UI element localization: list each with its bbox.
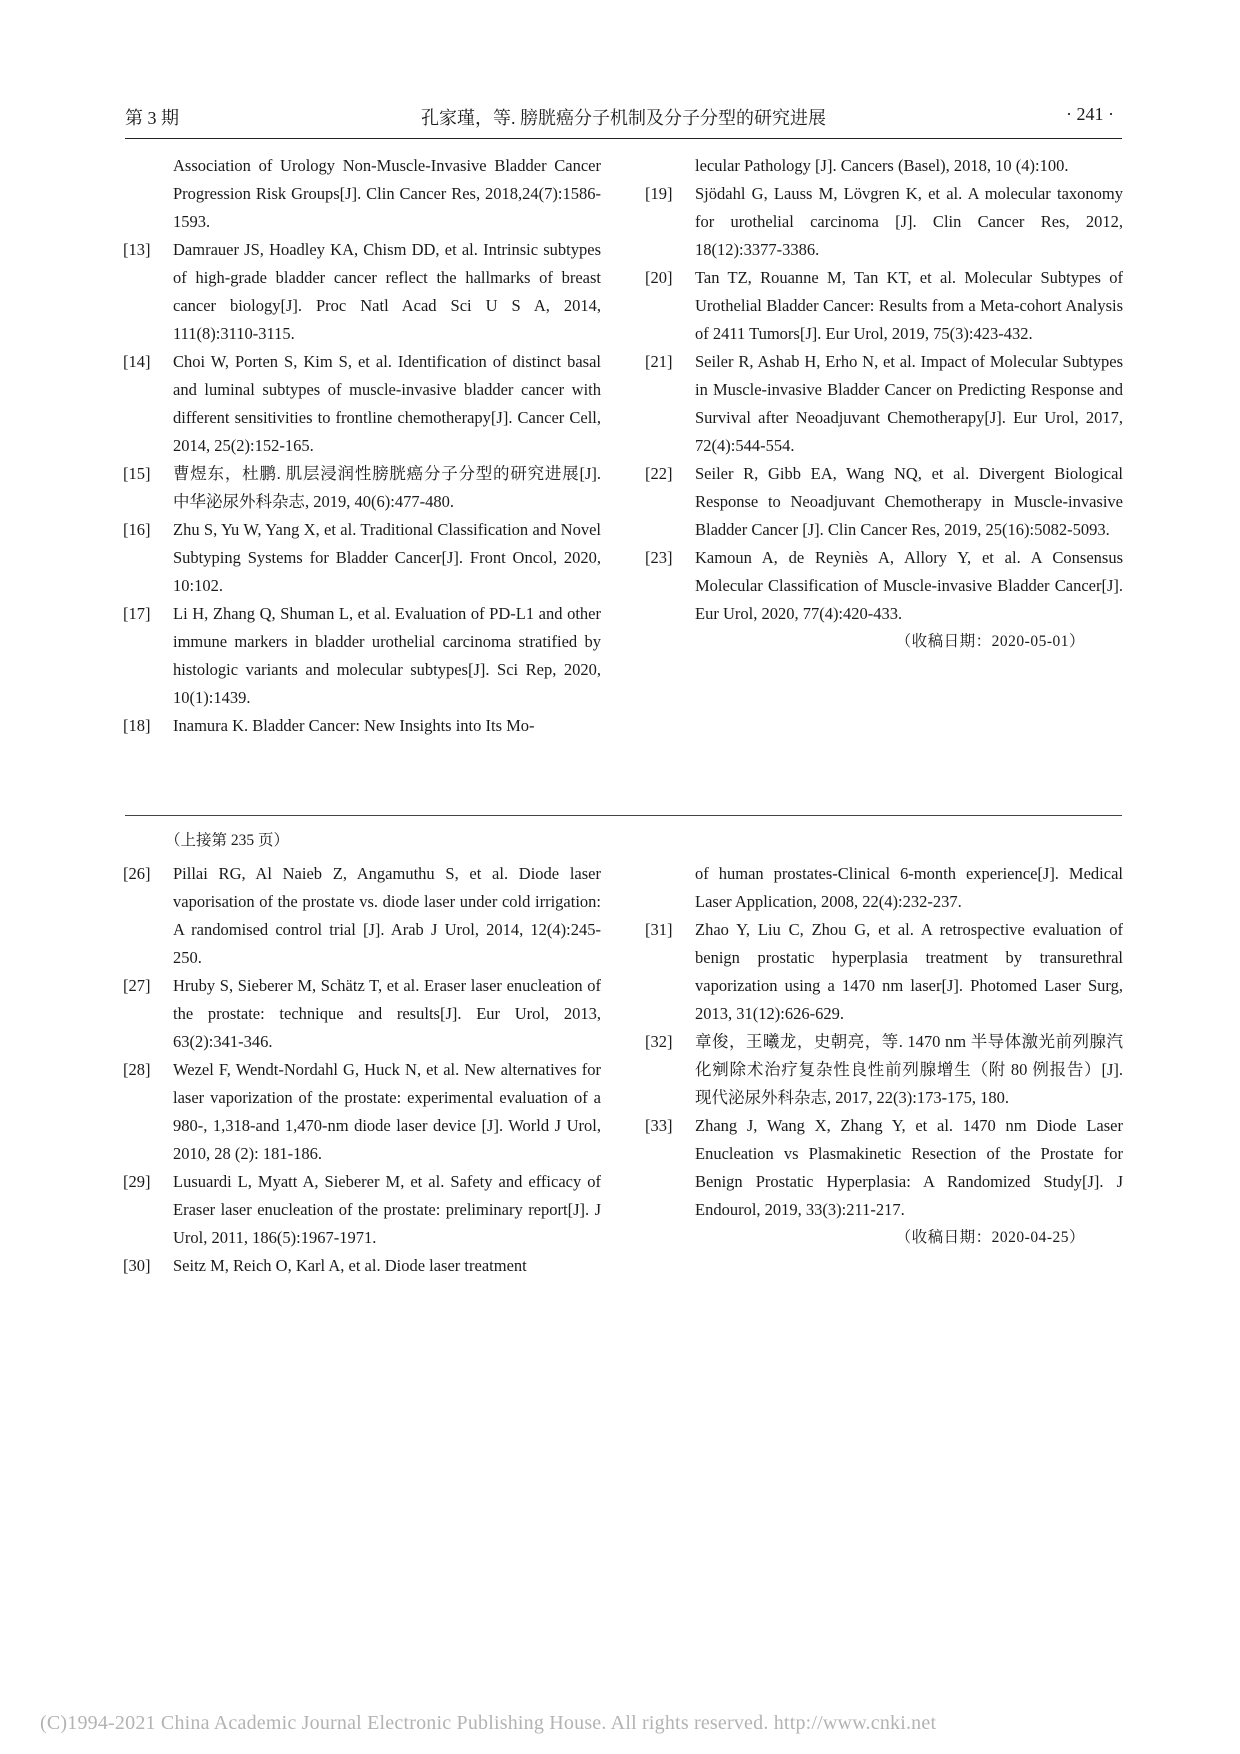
page-header [125, 100, 1122, 139]
reference-item: of human prostates-Clinical 6-month experience[J]. Medical Laser Application, 2008, 22(4):232-237. [695, 864, 1123, 911]
reference-item: [21] Seiler R, Ashab H, Erho N, et al. Impact of Molecular Subtypes in Muscle-invasive Bladder Cancer on Predicting Response and Survival after Neoadjuvant Chemotherapy[J]. Eur Urol, 2017, 72(4):544-554. [645, 352, 1123, 455]
reference-item: [33] Zhang J, Wang X, Zhang Y, et al. 1470 nm Diode Laser Enucleation vs Plasmakinetic Resection of the Prostate for Benign Prostatic Hyperplasia: A Randomized Study[J]. J Endourol, 2019, 33(3):211-217. [645, 1116, 1123, 1219]
reference-item: [20] Tan TZ, Rouanne M, Tan KT, et al. Molecular Subtypes of Urothelial Bladder Cancer: Results from a Meta-cohort Analysis of 2411 Tumors[J]. Eur Urol, 2019, 75(3):423-432. [645, 268, 1123, 343]
references-bottom-left [123, 860, 601, 1280]
references-top-left [123, 152, 601, 740]
reference-item: [14] Choi W, Porten S, Kim S, et al. Identification of distinct basal and luminal subtypes of muscle-invasive bladder cancer with different sensitivities to frontline chemotherapy[J]. Cancer Cell, 2014, 25(2):152-165. [123, 352, 601, 455]
reference-item: [15] 曹煜东，杜鹏. 肌层浸润性膀胱癌分子分型的研究进展[J]. 中华泌尿外科杂志, 2019, 40(6):477-480. [123, 464, 601, 511]
reference-item: [32] 章俊，王曦龙，史朝亮，等. 1470 nm 半导体激光前列腺汽化剜除术治疗复杂性良性前列腺增生（附 80 例报告）[J]. 现代泌尿外科杂志, 2017, 22(3):173-175, 180. [645, 1032, 1123, 1107]
references-bottom-right [645, 860, 1123, 1252]
reference-item: [26] Pillai RG, Al Naieb Z, Angamuthu S, et al. Diode laser vaporisation of the prostate vs. diode laser under cold irrigation: A randomised control trial [J]. Arab J Urol, 2014, 12(4):245-250. [123, 864, 601, 967]
issue-number: 第 3 期 [125, 108, 179, 128]
reference-item: lecular Pathology [J]. Cancers (Basel), 2018, 10 (4):100. [695, 156, 1069, 175]
page-number: · 241 · [1066, 104, 1114, 124]
received-date: （收稿日期：2020-04-25） [895, 1229, 1085, 1246]
reference-item: [29] Lusuardi L, Myatt A, Sieberer M, et al. Safety and efficacy of Eraser laser enucleation of the prostate: preliminary report[J]. J Urol, 2011, 186(5):1967-1971. [123, 1172, 601, 1247]
reference-item: [13] Damrauer JS, Hoadley KA, Chism DD, et al. Intrinsic subtypes of high-grade bladder cancer reflect the hallmarks of breast cancer biology[J]. Proc Natl Acad Sci U S A, 2014, 111(8):3110-3115. [123, 240, 601, 343]
reference-item: [22] Seiler R, Gibb EA, Wang NQ, et al. Divergent Biological Response to Neoadjuvant Chemotherapy in Muscle-invasive Bladder Cancer [J]. Clin Cancer Res, 2019, 25(16):5082-5093. [645, 464, 1123, 539]
reference-item: [17] Li H, Zhang Q, Shuman L, et al. Evaluation of PD-L1 and other immune markers in bladder urothelial carcinoma stratified by histologic variants and molecular subtypes[J]. Sci Rep, 2020, 10(1):1439. [123, 604, 601, 707]
reference-item: [18] Inamura K. Bladder Cancer: New Insights into Its Mo- [123, 716, 535, 735]
references-top-right [645, 152, 1123, 656]
continued-from-note: （上接第 235 页） [165, 832, 290, 849]
section-divider [125, 815, 1122, 816]
reference-item: [31] Zhao Y, Liu C, Zhou G, et al. A retrospective evaluation of benign prostatic hyperplasia treatment by transurethral vaporization using a 1470 nm laser[J]. Photomed Laser Surg, 2013, 31(12):626-629. [645, 920, 1123, 1023]
reference-item: [23] Kamoun A, de Reyniès A, Allory Y, et al. A Consensus Molecular Classification of Muscle-invasive Bladder Cancer[J]. Eur Urol, 2020, 77(4):420-433. [645, 548, 1123, 623]
reference-item: [19] Sjödahl G, Lauss M, Lövgren K, et al. A molecular taxonomy for urothelial carcinoma [J]. Clin Cancer Res, 2012, 18(12):3377-3386. [645, 184, 1123, 259]
reference-item: [28] Wezel F, Wendt-Nordahl G, Huck N, et al. New alternatives for laser vaporization of the prostate: experimental evaluation of a 980-, 1,318-and 1,470-nm diode laser device [J]. World J Urol, 2010, 28 (2): 181-186. [123, 1060, 601, 1163]
reference-item: [30] Seitz M, Reich O, Karl A, et al. Diode laser treatment [123, 1256, 527, 1275]
reference-item: Association of Urology Non-Muscle-Invasive Bladder Cancer Progression Risk Groups[J]. Clin Cancer Res, 2018,24(7):1586-1593. [173, 156, 601, 231]
copyright-footer: (C)1994-2021 China Academic Journal Electronic Publishing House. All rights reserved. http://www.cnki.net [40, 1712, 937, 1734]
received-date: （收稿日期：2020-05-01） [895, 633, 1085, 650]
reference-item: [16] Zhu S, Yu W, Yang X, et al. Traditional Classification and Novel Subtyping Systems for Bladder Cancer[J]. Front Oncol, 2020, 10:102. [123, 520, 601, 595]
reference-item: [27] Hruby S, Sieberer M, Schätz T, et al. Eraser laser enucleation of the prostate: technique and results[J]. Eur Urol, 2013, 63(2):341-346. [123, 976, 601, 1051]
running-title: 孔家瑾，等. 膀胱癌分子机制及分子分型的研究进展 [421, 108, 826, 128]
